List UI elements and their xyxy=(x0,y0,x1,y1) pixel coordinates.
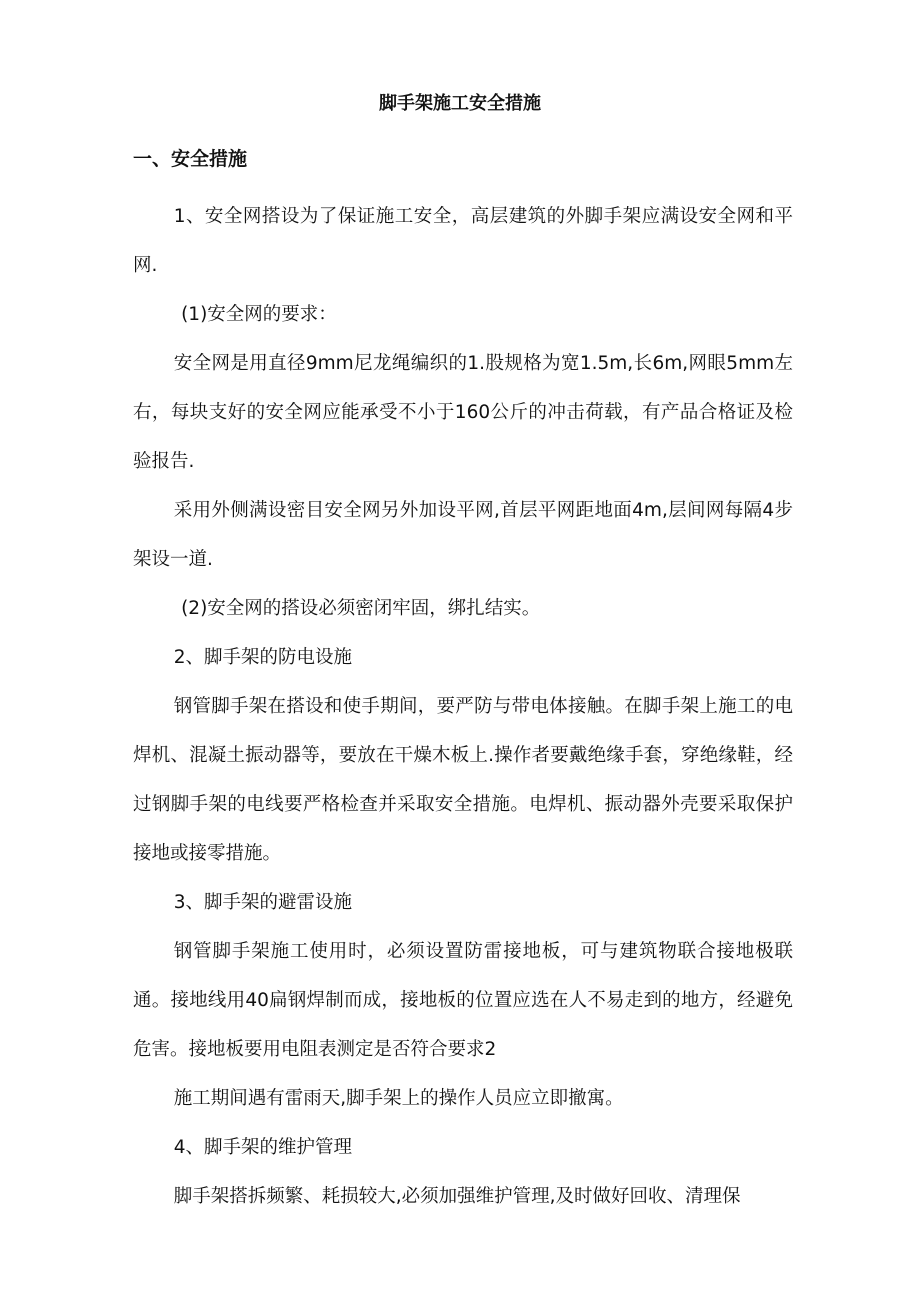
paragraph: 钢管脚手架施工使用时，必须设置防雷接地板，可与建筑物联合接地极联通。接地线用40扁钢焊制而成，接地板的位置应选在人不易走到的地方，经避免危害。接地板要用电阻表测定是否符合要求2 xyxy=(133,941,793,1060)
paragraph: 1、安全网搭设为了保证施工安全，高层建筑的外脚手架应满设安全网和平网. xyxy=(133,206,793,276)
paragraph: 钢管脚手架在搭设和使手期间，要严防与带电体接触。在脚手架上施工的电焊机、混凝土振动器等，要放在干燥木板上.操作者要戴绝缘手套，穿绝缘鞋，经过钢脚手架的电线要严格检查并采取安全措施。电焊机、振动器外壳要采取保护接地或接零措施。 xyxy=(133,696,793,864)
paragraph: 施工期间遇有雷雨天,脚手架上的操作人员应立即撤寓。 xyxy=(173,1088,624,1109)
paragraph: 安全网是用直径9mm尼龙绳编织的1.股规格为宽1.5m,长6m,网眼5mm左右，每块支好的安全网应能承受不小于160公斤的冲击荷载，有产品合格证及检验报告. xyxy=(133,353,793,472)
paragraph: 脚手架搭拆频繁、耗损较大,必须加强维护管理,及时做好回收、清理保 xyxy=(173,1186,741,1207)
document-body xyxy=(133,192,793,1221)
paragraph: (1)安全网的要求： xyxy=(181,304,337,325)
paragraph: 4、脚手架的维护管理 xyxy=(173,1137,352,1158)
paragraph: 2、脚手架的防电设施 xyxy=(173,647,352,668)
paragraph: (2)安全网的搭设必须密闭牢固，绑扎结实。 xyxy=(181,598,541,619)
paragraph: 3、脚手架的避雷设施 xyxy=(173,892,352,913)
paragraph: 采用外侧满设密目安全网另外加设平网,首层平网距地面4m,层间网每隔4步架设一道. xyxy=(133,500,793,570)
section-heading: 一、安全措施 xyxy=(133,148,248,170)
document-title: 脚手架施工安全措施 xyxy=(379,93,541,114)
